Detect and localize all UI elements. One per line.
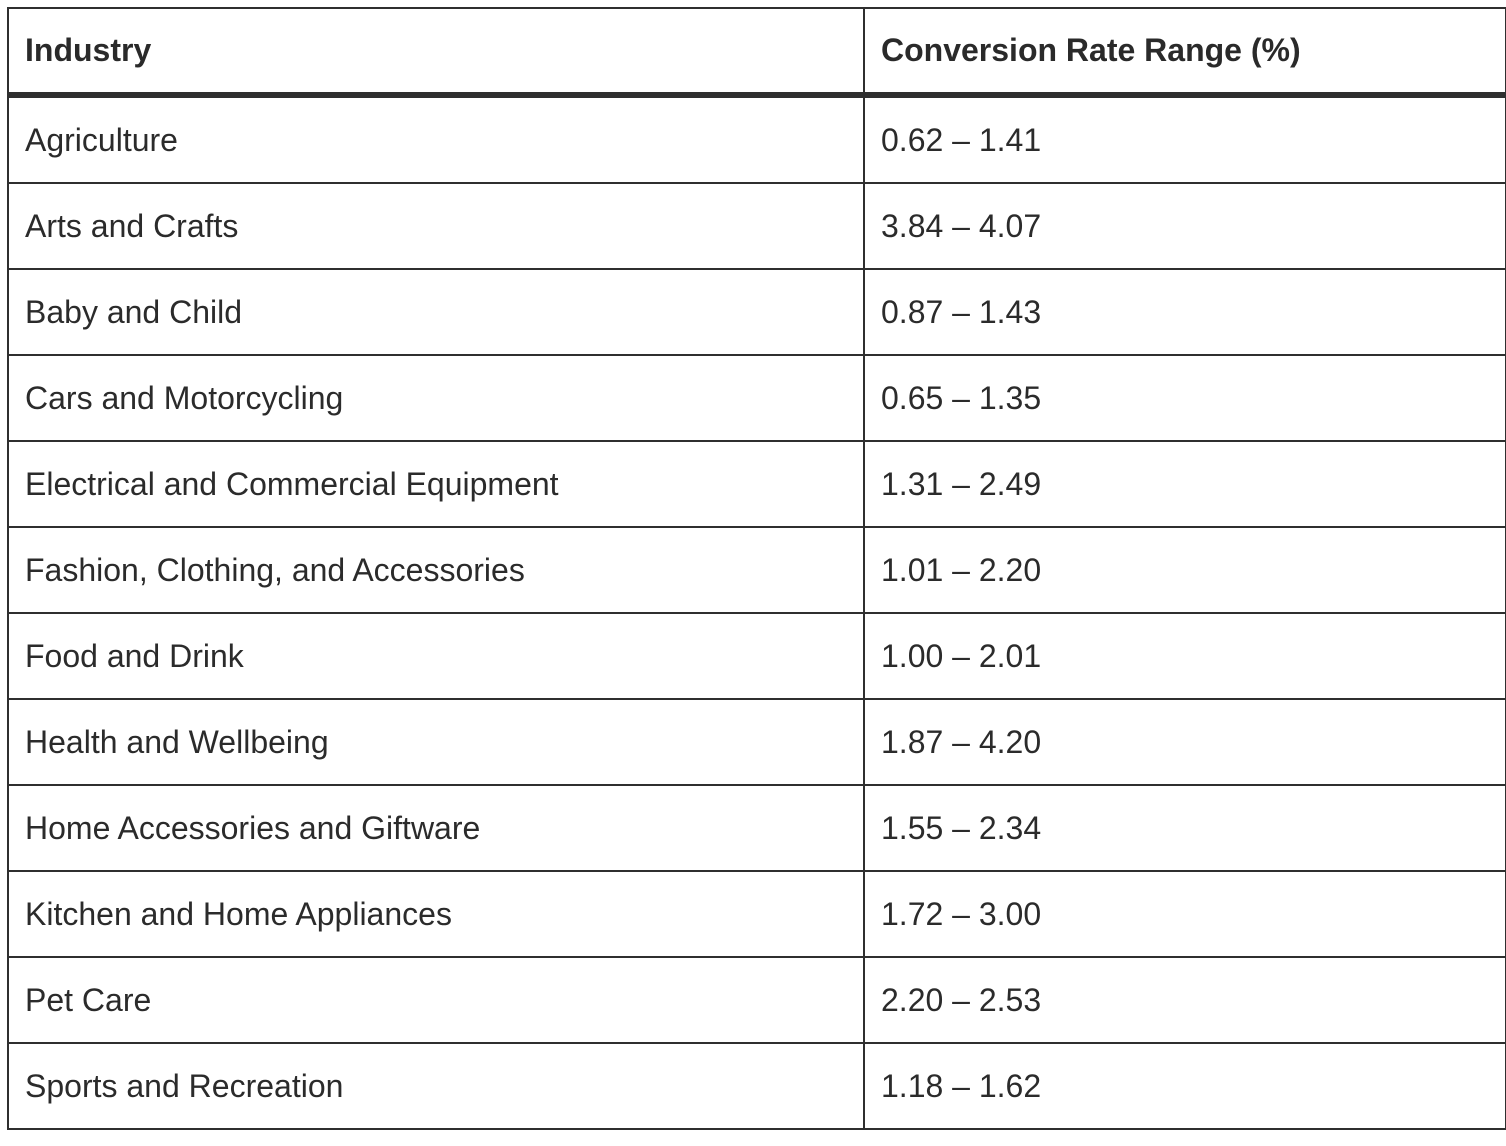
table-row <box>8 785 1506 871</box>
industry-cell: Pet Care <box>8 957 864 1043</box>
rate-range-cell: 1.01 – 2.20 <box>864 527 1506 613</box>
table-row <box>8 527 1506 613</box>
industry-cell: Sports and Recreation <box>8 1043 864 1129</box>
industry-cell: Electrical and Commercial Equipment <box>8 441 864 527</box>
industry-cell: Fashion, Clothing, and Accessories <box>8 527 864 613</box>
conversion-rate-table-container <box>7 7 1505 1130</box>
header-conversion-rate-range: Conversion Rate Range (%) <box>864 8 1506 95</box>
rate-range-cell: 0.87 – 1.43 <box>864 269 1506 355</box>
rate-range-cell: 3.84 – 4.07 <box>864 183 1506 269</box>
industry-cell: Food and Drink <box>8 613 864 699</box>
rate-range-cell: 0.65 – 1.35 <box>864 355 1506 441</box>
header-industry: Industry <box>8 8 864 95</box>
rate-range-cell: 1.31 – 2.49 <box>864 441 1506 527</box>
table-row <box>8 355 1506 441</box>
rate-range-cell: 0.62 – 1.41 <box>864 95 1506 183</box>
table-row <box>8 957 1506 1043</box>
rate-range-cell: 1.87 – 4.20 <box>864 699 1506 785</box>
table-row <box>8 699 1506 785</box>
table-row <box>8 95 1506 183</box>
industry-cell: Home Accessories and Giftware <box>8 785 864 871</box>
industry-cell: Kitchen and Home Appliances <box>8 871 864 957</box>
table-row <box>8 871 1506 957</box>
table-row <box>8 269 1506 355</box>
rate-range-cell: 2.20 – 2.53 <box>864 957 1506 1043</box>
industry-cell: Baby and Child <box>8 269 864 355</box>
rate-range-cell: 1.72 – 3.00 <box>864 871 1506 957</box>
table-row <box>8 183 1506 269</box>
industry-cell: Health and Wellbeing <box>8 699 864 785</box>
table-row <box>8 613 1506 699</box>
rate-range-cell: 1.00 – 2.01 <box>864 613 1506 699</box>
table-header-row <box>8 8 1506 95</box>
industry-cell: Arts and Crafts <box>8 183 864 269</box>
industry-cell: Agriculture <box>8 95 864 183</box>
conversion-rate-table <box>7 7 1506 1130</box>
table-row <box>8 1043 1506 1129</box>
rate-range-cell: 1.18 – 1.62 <box>864 1043 1506 1129</box>
industry-cell: Cars and Motorcycling <box>8 355 864 441</box>
table-row <box>8 441 1506 527</box>
rate-range-cell: 1.55 – 2.34 <box>864 785 1506 871</box>
